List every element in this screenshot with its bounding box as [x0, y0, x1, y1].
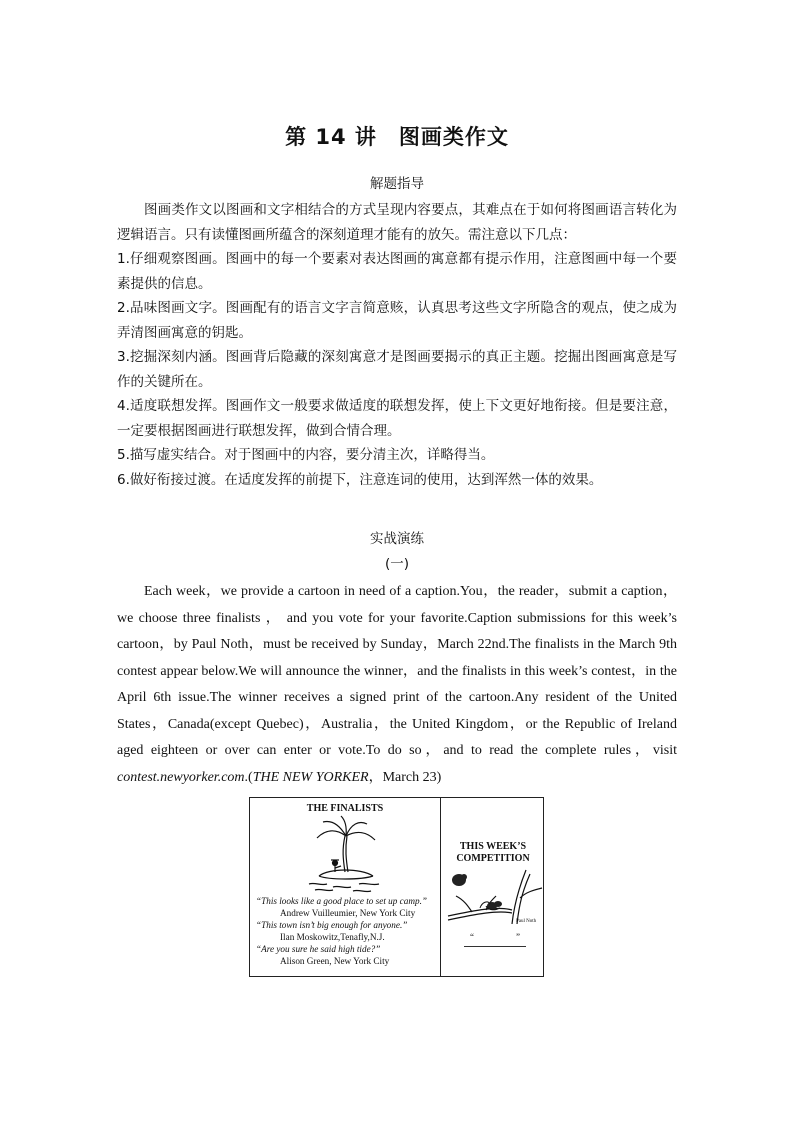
blank-close-quote: ” [516, 932, 520, 942]
passage-source-date: ，March 23) [368, 769, 442, 785]
guide-point-2: 2.品味图画文字。图画配有的语言文字言简意赅，认真思考这些文字所隐含的观点，使之成为弄清图画寓意的钥匙。 [117, 300, 677, 341]
finalist-author-1: Andrew Vuilleumier, New York City [280, 908, 416, 918]
competition-heading-line-2: COMPETITION [456, 853, 530, 864]
cartoon-panel [249, 797, 544, 977]
island-cartoon-image [305, 814, 385, 894]
passage-source-sep: .( [244, 769, 253, 785]
caption-blank [464, 932, 526, 947]
guide-section [117, 198, 677, 492]
guide-point-6: 6.做好衔接过渡。在适度发挥的前提下，注意连词的使用，达到浑然一体的效果。 [117, 471, 603, 488]
guide-intro: 图画类作文以图画和文字相结合的方式呈现内容要点，其难点在于如何将图画语言转化为逻辑语言。只有读懂图画所蕴含的深刻道理才能有的放矢。需注意以下几点： [117, 202, 677, 243]
guide-point-5: 5.描写虚实结合。对于图画中的内容，要分清主次，详略得当。 [117, 447, 495, 463]
reading-passage [117, 579, 677, 791]
guide-heading: 解题指导 [370, 176, 424, 192]
section-number: (一) [384, 556, 410, 572]
passage-source-name: THE NEW YORKER [252, 769, 369, 785]
finalist-caption-1: “This looks like a good place to set up camp.” [256, 896, 427, 906]
finalist-caption-2: “This town isn’t big enough for anyone.” [256, 920, 408, 930]
guide-point-3: 3.挖掘深刻内涵。图画背后隐藏的深刻寓意才是图画要揭示的真正主题。挖掘出图画寓意是写作的关键所在。 [117, 349, 677, 390]
competition-heading-line-1: THIS WEEK’S [459, 841, 527, 852]
competition-heading [441, 841, 545, 865]
panel-divider [440, 798, 441, 976]
finalist-caption-3: “Are you sure he said high tide?” [256, 944, 381, 954]
finalists-heading: THE FINALISTS [306, 803, 384, 814]
guide-point-4: 4.适度联想发挥。图画作文一般要求做适度的联想发挥，使上下文更好地衔接。但是要注意，一定要根据图画进行联想发挥，做到合情合理。 [117, 398, 677, 439]
finalist-author-2: Ilan Moskowitz,Tenafly,N.J. [280, 932, 385, 942]
finalist-author-3: Alison Green, New York City [280, 956, 390, 966]
practice-heading: 实战演练 [370, 531, 424, 547]
finalist-captions [256, 895, 438, 967]
artist-signature: Paul Noth [516, 919, 537, 924]
guide-point-1: 1.仔细观察图画。图画中的每一个要素对表达图画的寓意都有提示作用，注意图画中每一个要素提供的信息。 [117, 251, 677, 292]
blank-open-quote: “ [470, 932, 474, 942]
passage-text: Each week，we provide a cartoon in need of a caption.You，the reader，submit a caption，we choose three finalists ， and you vote for your favorite.Caption submissions for this week’s cartoon，by Paul Noth，must be received by Sunday，March 22nd.The finalists in the March 9th contest appear below.We will announce the winner，and the finalists in this week’s contest，in the April 6th issue.The winner receives a signed print of the cartoon.Any resident of the United States，Canada(except Quebec)，Australia，the United Kingdom，or the Republic of Ireland aged eighteen or over can enter or vote.To do so，and to read the complete rules，visit [117, 584, 677, 758]
tree-cartoon-image [442, 866, 544, 924]
page-title: 第 14 讲 图画类作文 [285, 125, 509, 149]
passage-link: contest.newyorker.com [117, 769, 245, 785]
